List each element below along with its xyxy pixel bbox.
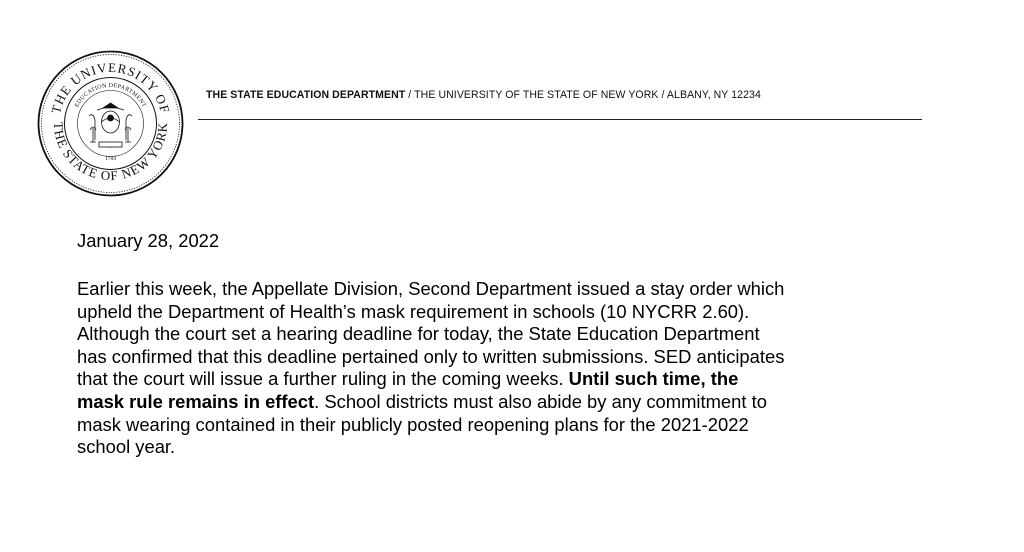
body-text-regular: . School districts must also abide by any commitment to <box>314 390 767 412</box>
letterhead-university: THE UNIVERSITY OF THE STATE OF NEW YORK <box>414 89 659 101</box>
letterhead-department: THE STATE EDUCATION DEPARTMENT <box>206 89 406 101</box>
seal-bottom-text: THE STATE OF NEW YORK <box>50 121 171 184</box>
body-text-emphasis: Until such time, the <box>568 368 739 390</box>
body-line: Although the court set a hearing deadline for today, the State Education Department <box>77 323 760 345</box>
letterhead-rule <box>198 119 922 120</box>
letter-body <box>77 278 937 459</box>
seal-inner-text: EDUCATION DEPARTMENT <box>74 82 147 109</box>
body-text-emphasis: mask rule remains in effect <box>77 390 315 412</box>
body-line: has confirmed that this deadline pertained only to written submissions. SED anticipates <box>77 345 785 367</box>
state-seal-logo <box>37 50 184 197</box>
body-line: upheld the Department of Health’s mask requirement in schools (10 NYCRR 2.60). <box>77 300 750 322</box>
body-line <box>77 368 937 391</box>
letterhead-address: ALBANY, NY 12234 <box>666 89 761 101</box>
seal-year: 1784 <box>105 156 116 162</box>
letterhead-separator: / <box>405 89 415 101</box>
body-line: school year. <box>77 436 176 458</box>
letterhead-separator: / <box>658 89 667 101</box>
body-text-regular: that the court will issue a further ruling in the coming weeks. <box>77 368 569 390</box>
body-line: Earlier this week, the Appellate Division, Second Department issued a stay order which <box>77 278 785 299</box>
body-line <box>77 391 937 414</box>
body-line: mask wearing contained in their publicly posted reopening plans for the 2021-2022 <box>77 413 749 435</box>
letter-date: January 28, 2022 <box>77 230 220 251</box>
seal-top-text: THE UNIVERSITY OF <box>48 59 173 116</box>
letterhead <box>206 89 872 101</box>
